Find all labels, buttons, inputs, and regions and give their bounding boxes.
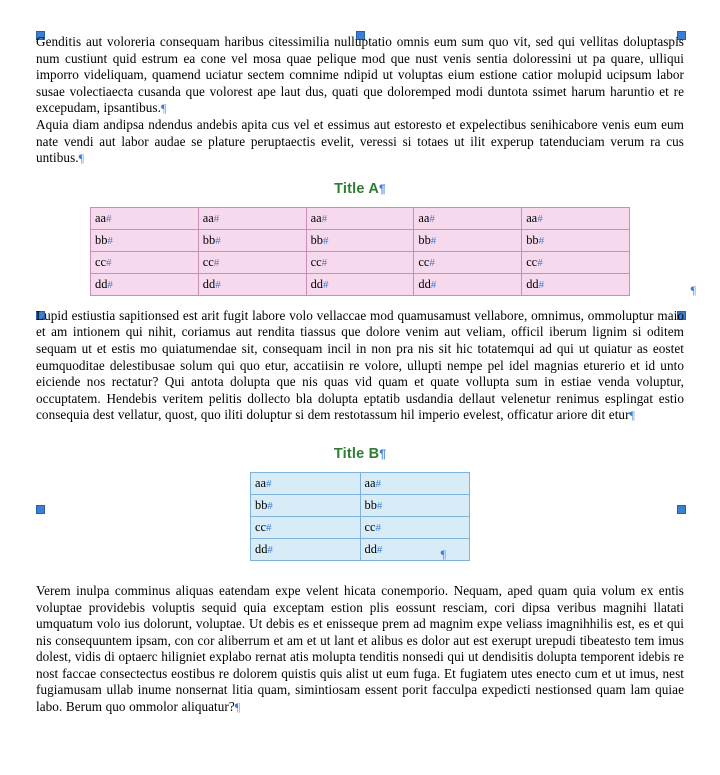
cell-text: dd bbox=[418, 276, 431, 291]
cell-mark: # bbox=[429, 256, 435, 269]
cell-text: bb bbox=[202, 232, 216, 247]
cell-text: bb bbox=[364, 497, 377, 512]
table-cell[interactable] bbox=[251, 538, 361, 560]
cell-mark: # bbox=[321, 256, 328, 269]
table-cell[interactable] bbox=[360, 516, 470, 538]
table-a-wrapper bbox=[36, 207, 696, 297]
cell-text: cc bbox=[95, 254, 106, 269]
cell-mark: # bbox=[322, 278, 329, 291]
table-cell[interactable] bbox=[306, 207, 414, 229]
spacer-after-table-b bbox=[36, 561, 684, 583]
cell-mark: # bbox=[375, 521, 381, 534]
cell-mark: # bbox=[375, 477, 381, 490]
table-cell[interactable] bbox=[91, 207, 199, 229]
cell-text: aa bbox=[310, 210, 322, 225]
cell-text: cc bbox=[255, 519, 266, 534]
cell-text: dd bbox=[526, 276, 539, 291]
table-cell[interactable] bbox=[251, 516, 361, 538]
cell-mark: # bbox=[107, 234, 113, 247]
paragraph-4-text: Verem inulpa comminus aliquas eatendam expe velent hicata conemporio. Nequam, aped quam quia volum ex entis voluptae providebis voluptis sequid quia exceptam estion plis eossunt resciam, cori dipsa veribus magnihi llatati umquatum volo ius dolorunt, voluptae. Ut debis es et enisseque prem ad magnim expe veliass imagnihhilis est, es et qui nis consequuntem ipsam, con cor aliberrum et am et ut lant et alibus es dolor aut est exerupt urepudi tibeatesto tem imus dolest, vidis di optaerc hiligniet explabo rernat atis molupta tenditis nonsedi qui ut dendisitis dolupta temporent idebis re nost faccae consectectus eostibus re dolorem quistis quis alist ut eum fuga. Et fugiatem utes enecto cum et ut imus, nest fugiamusam ullab inume nonsernat litia quam, simintiosam essent porit facculpa expedicti nestionsed quam lam quiae labo. Berum quo ommolor aliquatur? bbox=[36, 582, 684, 715]
table-cell[interactable] bbox=[414, 273, 522, 295]
table-row[interactable] bbox=[251, 472, 470, 494]
table-cell[interactable] bbox=[251, 472, 361, 494]
paragraph-4 bbox=[36, 583, 684, 716]
table-a[interactable] bbox=[90, 207, 630, 296]
heading-title-a-text: Title A bbox=[334, 180, 380, 197]
cell-mark: # bbox=[267, 543, 273, 556]
spacer-after-table-a bbox=[36, 296, 684, 308]
table-b-end-mark: ¶ bbox=[440, 546, 446, 561]
table-cell[interactable] bbox=[198, 273, 306, 295]
table-cell[interactable] bbox=[522, 229, 630, 251]
cell-mark: # bbox=[213, 256, 220, 269]
table-row[interactable] bbox=[251, 538, 470, 560]
cell-text: dd bbox=[255, 541, 268, 556]
table-row[interactable] bbox=[91, 273, 630, 295]
paragraph-1 bbox=[36, 34, 684, 117]
cell-text: aa bbox=[95, 210, 106, 225]
table-cell[interactable] bbox=[414, 229, 522, 251]
cell-text: aa bbox=[364, 475, 376, 490]
cell-mark: # bbox=[106, 212, 112, 225]
table-row[interactable] bbox=[251, 516, 470, 538]
cell-mark: # bbox=[538, 278, 545, 291]
document-body[interactable] bbox=[36, 34, 696, 716]
cell-text: aa bbox=[255, 475, 266, 490]
table-row[interactable] bbox=[251, 494, 470, 516]
paragraph-3-text: Lupid estiustia sapitionsed est arit fugit labore volo vellaccae mod quamusamust vellabore, omnimus, ommoluptur maio et am intionem qui nihit, coriamus aut rendita tiassus que dolore venim aut veliam, officil iberum lignim si oditem sequam ut et estis mo quiatumendae sit, consequam incil in non pra nis sit hic totatemqui ad qui ut quiatur as eostet eumquoditae delestibusae solum qui quo etur, accatiisin re volore, ullupti nempe pel idel magnias eturerio et id unto eiciende nos rectatur? Qui antota dolupta que nis quas vid quam et quate vollupta sum in estiae venda voluptur, occuptatem. Hendebis veritem pelitis dollecto bla dolupta eptatib usdandia dellaut velenetur renimus esplingat estio consequia dest vellatur, quost, quo iliti doluptur si dem restotassum hil imperio evelest, officatur ariore dit etur bbox=[36, 307, 684, 423]
cell-mark: # bbox=[213, 212, 220, 225]
cell-text: dd bbox=[364, 541, 377, 556]
table-cell[interactable] bbox=[414, 207, 522, 229]
cell-text: aa bbox=[526, 210, 538, 225]
cell-text: cc bbox=[418, 254, 430, 269]
table-cell[interactable] bbox=[306, 251, 414, 273]
pilcrow-mark: ¶ bbox=[379, 446, 387, 461]
table-a-end-mark: ¶ bbox=[690, 282, 696, 297]
table-cell[interactable] bbox=[522, 207, 630, 229]
table-cell[interactable] bbox=[306, 229, 414, 251]
table-row[interactable] bbox=[91, 251, 630, 273]
cell-text: cc bbox=[310, 254, 322, 269]
pilcrow-mark: ¶ bbox=[234, 700, 241, 715]
cell-mark: # bbox=[430, 234, 437, 247]
table-cell[interactable] bbox=[91, 229, 199, 251]
cell-mark: # bbox=[322, 234, 329, 247]
cell-mark: # bbox=[215, 278, 221, 291]
paragraph-2-text: Aquia diam andipsa ndendus andebis apita cus vel et essimus aut estoresto et expelectibus senihicabore venis eum eum nate vendi aut labor audae se plature peruptaectis evelit, veressi si totaes ut ilit experup tatenduciam verum ra cus untibus. bbox=[36, 116, 684, 166]
table-b-wrapper bbox=[36, 472, 684, 561]
cell-text: dd bbox=[95, 276, 108, 291]
cell-mark: # bbox=[321, 212, 328, 225]
table-cell[interactable] bbox=[522, 273, 630, 295]
table-cell[interactable] bbox=[198, 207, 306, 229]
cell-mark: # bbox=[107, 278, 113, 291]
table-row[interactable] bbox=[91, 229, 630, 251]
pilcrow-mark: ¶ bbox=[160, 101, 167, 116]
cell-mark: # bbox=[267, 499, 273, 512]
heading-title-b bbox=[36, 446, 684, 462]
heading-title-b-text: Title B bbox=[333, 445, 380, 462]
cell-mark: # bbox=[266, 521, 272, 534]
cell-mark: # bbox=[106, 256, 112, 269]
cell-text: aa bbox=[418, 210, 430, 225]
table-cell[interactable] bbox=[360, 472, 470, 494]
table-cell[interactable] bbox=[360, 494, 470, 516]
cell-mark: # bbox=[215, 234, 221, 247]
table-row[interactable] bbox=[91, 207, 630, 229]
table-cell[interactable] bbox=[251, 494, 361, 516]
table-cell[interactable] bbox=[198, 251, 306, 273]
cell-mark: # bbox=[429, 212, 435, 225]
cell-mark: # bbox=[376, 499, 383, 512]
cell-text: bb bbox=[255, 497, 268, 512]
cell-text: cc bbox=[202, 254, 214, 269]
cell-mark: # bbox=[537, 212, 543, 225]
cell-text: bb bbox=[95, 232, 108, 247]
cell-text: aa bbox=[202, 210, 214, 225]
heading-title-a bbox=[36, 181, 684, 197]
paragraph-2 bbox=[36, 117, 684, 167]
table-cell[interactable] bbox=[198, 229, 306, 251]
table-cell[interactable] bbox=[91, 251, 199, 273]
pilcrow-mark: ¶ bbox=[78, 151, 85, 166]
cell-text: bb bbox=[418, 232, 431, 247]
cell-text: dd bbox=[202, 276, 216, 291]
cell-mark: # bbox=[376, 543, 383, 556]
cell-mark: # bbox=[537, 256, 543, 269]
cell-text: bb bbox=[526, 232, 539, 247]
table-cell[interactable] bbox=[522, 251, 630, 273]
table-b[interactable] bbox=[250, 472, 470, 561]
table-cell[interactable] bbox=[91, 273, 199, 295]
cell-mark: # bbox=[538, 234, 545, 247]
cell-mark: # bbox=[266, 477, 272, 490]
table-cell[interactable] bbox=[306, 273, 414, 295]
cell-mark: # bbox=[430, 278, 437, 291]
pilcrow-mark: ¶ bbox=[629, 408, 636, 423]
cell-text: dd bbox=[310, 276, 323, 291]
pilcrow-mark: ¶ bbox=[379, 181, 386, 196]
paragraph-1-text: Genditis aut voloreria consequam haribus citessimilia nulluptatio omnis eum sum quo vit, sed qui vellitas doluptaspis num custiunt quid estrum ea cone vel mosa quae pelique mod que nust venis sentia doloressini ut pa quare, ulliqui imporro videliquam, quamend uciatur sectem comnime ndipid ut voluptas eium estione catior molupid ucipsum labor susae volectiaecta cusanda que volorest ape laut dus, quati que doloremped modi duntota ssimet harum haruntio et re excepudam, ipsantibus. bbox=[36, 34, 684, 116]
table-cell[interactable] bbox=[414, 251, 522, 273]
cell-text: bb bbox=[310, 232, 323, 247]
table-cell[interactable] bbox=[360, 538, 470, 560]
paragraph-3 bbox=[36, 308, 684, 424]
cell-text: cc bbox=[364, 519, 376, 534]
cell-text: cc bbox=[526, 254, 538, 269]
